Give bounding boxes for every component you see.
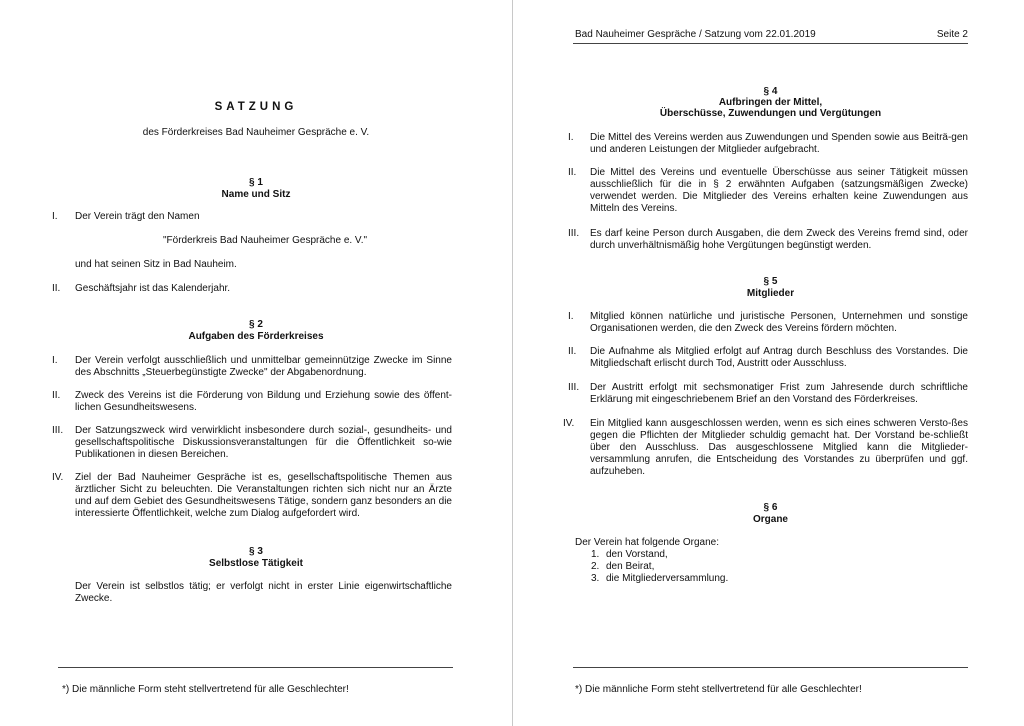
header-divider	[573, 43, 968, 44]
section-1-item-1-outro: und hat seinen Sitz in Bad Nauheim.	[75, 259, 237, 270]
section-5-item-2: Die Aufnahme als Mitglied erfolgt auf Antrag durch Beschluss des Vorstandes. Die Mitgliedschaft erlischt durch Tod, Austritt oder Ausschluss.	[590, 346, 968, 369]
item-number: IV.	[563, 418, 575, 429]
section-2-item-4: Ziel der Bad Nauheimer Gespräche ist es, gesellschaftspolitische Themen aus ärztlicher Sicht zu beleuchten. Die Veranstaltungen richten sich nicht nur an Ärzte und auf dem Gebiet des Gesundheitswesens Tätige, sondern ganz besonders an die interessierte Öffentlichkeit, welche zum Dialog aufgefordert wird.	[75, 472, 452, 519]
section-3-heading: Selbstlose Tätigkeit	[209, 558, 303, 569]
section-1-number: § 1	[249, 177, 263, 188]
item-number: III.	[568, 382, 580, 393]
section-4-number: § 4	[763, 86, 778, 97]
section-1-item-2: Geschäftsjahr ist das Kalenderjahr.	[75, 283, 231, 294]
section-4-heading-line-2: Überschüsse, Zuwendungen und Vergütungen	[659, 108, 882, 119]
item-number: III.	[52, 425, 64, 436]
item-number: I.	[568, 311, 574, 322]
organ-number: 1.	[591, 549, 600, 560]
item-number: II.	[52, 283, 61, 294]
document-title: SATZUNG	[214, 101, 298, 113]
section-4-item-2: Die Mittel des Vereins und eventuelle Überschüsse aus seiner Tätigkeit müssen ausschließlich für die in § 2 erwähnten Aufgaben (satzungsmäßigen Zwecke) verwendet werden. Die Mitglieder des Vereins erhalten keine Zuwendungen aus Mitteln des Vereins.	[590, 167, 968, 214]
organ-board: den Vorstand,	[606, 549, 668, 560]
section-5-number: § 5	[763, 276, 778, 287]
section-3-text: Der Verein ist selbstlos tätig; er verfolgt nicht in erster Linie eigenwirtschaftliche Zwecke.	[75, 581, 452, 604]
footnote-divider	[573, 667, 968, 668]
section-6-intro: Der Verein hat folgende Organe:	[575, 537, 719, 548]
organ-number: 3.	[591, 573, 600, 584]
right-page	[513, 0, 1024, 726]
item-number: II.	[568, 346, 577, 357]
page-number: Seite 2	[936, 29, 968, 40]
section-2-item-1: Der Verein verfolgt ausschließlich und unmittelbar gemeinnützige Zwecke im Sinne des Abschnitts „Steuerbegünstigte Zwecke" der Abgabenordnung.	[75, 355, 452, 378]
footnote-divider	[58, 667, 453, 668]
item-number: II.	[568, 167, 577, 178]
footnote: *) Die männliche Form steht stellvertretend für alle Geschlechter!	[62, 684, 349, 695]
item-number: IV.	[52, 472, 64, 483]
organ-advisory-board: den Beirat,	[606, 561, 655, 572]
association-name: "Förderkreis Bad Nauheimer Gespräche e. V."	[162, 235, 368, 246]
section-2-item-3: Der Satzungszweck wird verwirklicht insbesondere durch sozial-, gesundheits- und gesellschaftspolitische Diskussionsveranstaltungen für die Öffentlichkeit so-wie Publikationen in diesen Bereichen.	[75, 425, 452, 460]
section-5-item-4: Ein Mitglied kann ausgeschlossen werden, wenn es sich eines schweren Versto-ßes gegen die Pflichten der Mitglieder schuldig gemacht hat. Der Vorstand be-schließt über den Ausschluss. Das ausgeschlossene Mitglied kann die Mitglieder-versammlung anrufen, die Entscheidung des Vorstandes zu überprüfen und ggf. aufzuheben.	[590, 418, 968, 477]
section-1-heading: Name und Sitz	[221, 189, 291, 200]
organ-number: 2.	[591, 561, 600, 572]
organ-general-assembly: die Mitgliederversammlung.	[606, 573, 729, 584]
section-1-item-1-intro: Der Verein trägt den Namen	[75, 211, 200, 222]
item-number: I.	[568, 132, 574, 143]
section-5-item-1: Mitglied können natürliche und juristische Personen, Unternehmen und sonstige Organisationen werden, die den Zweck des Vereins fördern möchten.	[590, 311, 968, 334]
section-5-item-3: Der Austritt erfolgt mit sechsmonatiger Frist zum Jahresende durch schriftliche Erklärung mit eingeschriebenem Brief an den Vorstand des Förderkreises.	[590, 382, 968, 405]
item-number: III.	[568, 228, 580, 239]
section-2-number: § 2	[249, 319, 263, 330]
item-number: I.	[52, 355, 58, 366]
section-5-heading: Mitglieder	[746, 288, 795, 299]
section-6-number: § 6	[763, 502, 778, 513]
section-4-item-3: Es darf keine Person durch Ausgaben, die dem Zweck des Vereins fremd sind, oder durch unverhältnismäßig hohe Vergütungen begünstigt werden.	[590, 228, 968, 251]
section-2-item-2: Zweck des Vereins ist die Förderung von Bildung und Erziehung sowie des öffent-lichen Gesundheitswesens.	[75, 390, 452, 413]
item-number: II.	[52, 390, 61, 401]
item-number: I.	[52, 211, 58, 222]
running-header: Bad Nauheimer Gespräche / Satzung vom 22.01.2019	[575, 29, 816, 40]
section-4-item-1: Die Mittel des Vereins werden aus Zuwendungen und Spenden sowie aus Beiträ-gen und anderen Leistungen der Mitglieder aufgebracht.	[590, 132, 968, 155]
footnote: *) Die männliche Form steht stellvertretend für alle Geschlechter!	[575, 684, 862, 695]
document-subtitle: des Förderkreises Bad Nauheimer Gespräche e. V.	[142, 127, 370, 138]
section-3-number: § 3	[249, 546, 263, 557]
section-4-heading-line-1: Aufbringen der Mittel,	[718, 97, 823, 108]
section-6-heading: Organe	[752, 514, 788, 525]
section-2-heading: Aufgaben des Förderkreises	[188, 331, 324, 342]
